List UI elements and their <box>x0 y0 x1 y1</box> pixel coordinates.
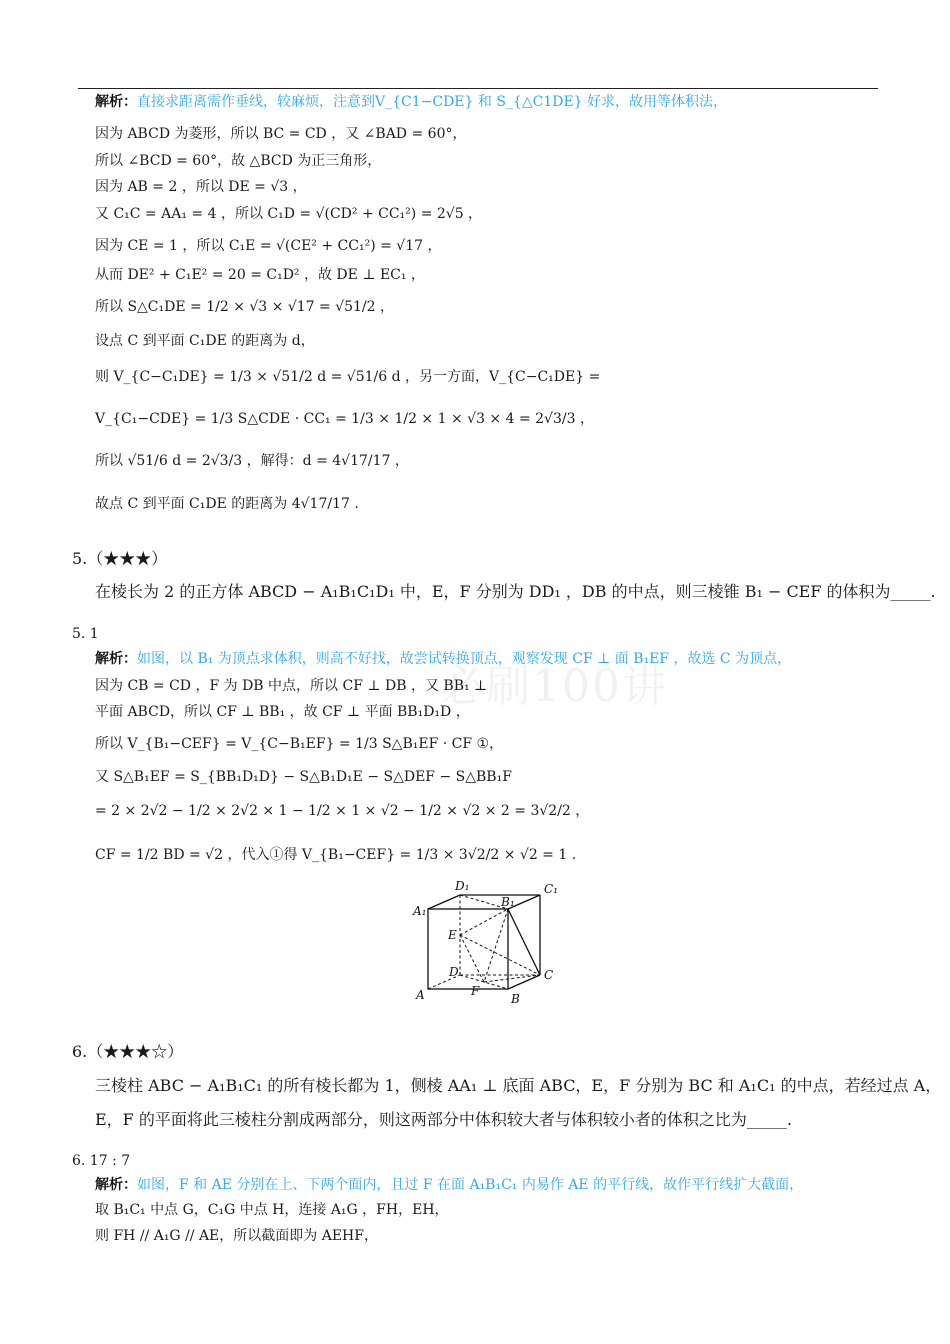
label-D1: D₁ <box>455 879 470 893</box>
watermark: 必刷100讲 <box>440 661 668 712</box>
a6-line-2: 则 FH // A₁G // AE，所以截面即为 AEHF， <box>95 1228 378 1244</box>
a5-hint-line <box>95 650 791 668</box>
q6-number: 6.（★★★☆） <box>72 1042 184 1061</box>
sol4-hint-line <box>95 93 727 111</box>
label-C1: C₁ <box>544 882 558 896</box>
label-C: C <box>544 968 554 982</box>
sol4-line-2: 所以 ∠BCD = 60°，故 △BCD 为正三角形， <box>95 153 382 169</box>
sol4-line-1: 因为 ABCD 为菱形，所以 BC = CD ，又 ∠BAD = 60°， <box>95 126 467 142</box>
label-A1: A₁ <box>413 904 427 918</box>
label-D: D <box>449 965 459 979</box>
sol4-line-3: 因为 AB = 2 ，所以 DE = √3 ， <box>95 179 307 195</box>
a5-line-3: 所以 V_{B₁−CEF} = V_{C−B₁EF} = 1/3 S△B₁EF · CF ①， <box>95 736 504 752</box>
sol4-line-11: 所以 √51/6 d = 2√3/3 ，解得：d = 4√17/17 ， <box>95 453 409 469</box>
q5-number: 5.（★★★） <box>72 549 168 568</box>
a5-hint: 如图，以 B₁ 为顶点求体积，则高不好找，故尝试转换顶点，观察发现 CF ⊥ 面 B₁EF ，故选 C 为顶点， <box>137 651 792 667</box>
a5-line-2: 平面 ABCD，所以 CF ⊥ BB₁ ，故 CF ⊥ 平面 BB₁D₁D ， <box>95 704 470 720</box>
a5-line-6: CF = 1/2 BD = √2 ，代入①得 V_{B₁−CEF} = 1/3 × 3√2/2 × √2 = 1 . <box>95 847 577 863</box>
q5-text: 在棱长为 2 的正方体 ABCD − A₁B₁C₁D₁ 中，E，F 分别为 DD₁ ，DB 的中点，则三棱锥 B₁ − CEF 的体积为_____. <box>95 582 936 601</box>
sol4-line-12: 故点 C 到平面 C₁DE 的距离为 4√17/17 . <box>95 496 359 512</box>
label-B1: B₁ <box>501 895 515 909</box>
cube-figure <box>405 875 565 1013</box>
a5-line-4: 又 S△B₁EF = S_{BB₁D₁D} − S△B₁D₁E − S△DEF − S△BB₁F <box>95 769 512 785</box>
label-B: B <box>511 992 520 1006</box>
sol4-line-5: 因为 CE = 1 ，所以 C₁E = √(CE² + CC₁²) = √17 ， <box>95 238 442 254</box>
sol4-line-6: 从而 DE² + C₁E² = 20 = C₁D² ，故 DE ⊥ EC₁ ， <box>95 267 425 283</box>
sol4-label: 解析： <box>95 94 137 110</box>
a6-hint-line <box>95 1176 803 1194</box>
a6-label: 解析： <box>95 1177 137 1193</box>
a5-line-5: = 2 × 2√2 − 1/2 × 2√2 × 1 − 1/2 × 1 × √2 − 1/2 × √2 × 2 = 3√2/2 ， <box>95 803 590 819</box>
sol4-line-4: 又 C₁C = AA₁ = 4 ，所以 C₁D = √(CD² + CC₁²) = 2√5 ， <box>95 206 483 222</box>
a6-answer: 6. 17 : 7 <box>72 1153 131 1169</box>
q6-line-1: 三棱柱 ABC − A₁B₁C₁ 的所有棱长都为 1，侧棱 AA₁ ⊥ 底面 ABC，E，F 分别为 BC 和 A₁C₁ 的中点，若经过点 A， <box>95 1076 942 1095</box>
sol4-line-9: 则 V_{C−C₁DE} = 1/3 × √51/2 d = √51/6 d ，另一方面，V_{C−C₁DE} = <box>95 369 601 385</box>
a5-answer: 5. 1 <box>72 626 99 642</box>
a6-hint: 如图，F 和 AE 分别在上、下两个面内，且过 F 在面 A₁B₁C₁ 内易作 AE 的平行线，故作平行线扩大截面， <box>137 1177 804 1193</box>
a6-line-1: 取 B₁C₁ 中点 G，C₁G 中点 H，连接 A₁G ，FH，EH， <box>95 1202 449 1218</box>
sol4-line-8: 设点 C 到平面 C₁DE 的距离为 d， <box>95 333 315 349</box>
a5-line-1: 因为 CB = CD ，F 为 DB 中点，所以 CF ⊥ DB ，又 BB₁ ⊥ <box>95 678 488 694</box>
label-A: A <box>416 988 425 1002</box>
sol4-hint: 直接求距离需作垂线，较麻烦，注意到V_{C1−CDE} 和 S_{△C1DE} 好求，故用等体积法， <box>137 94 728 110</box>
sol4-line-7: 所以 S△C₁DE = 1/2 × √3 × √17 = √51/2 ， <box>95 299 395 315</box>
sol4-line-10: V_{C₁−CDE} = 1/3 S△CDE · CC₁ = 1/3 × 1/2 × 1 × √3 × 4 = 2√3/3 ， <box>95 411 594 427</box>
label-E: E <box>448 928 457 942</box>
label-F: F <box>471 984 480 998</box>
a5-label: 解析： <box>95 651 137 667</box>
header-rule <box>78 88 878 89</box>
q6-line-2: E，F 的平面将此三棱柱分割成两部分，则这两部分中体积较大者与体积较小者的体积之比为_____. <box>95 1110 792 1129</box>
